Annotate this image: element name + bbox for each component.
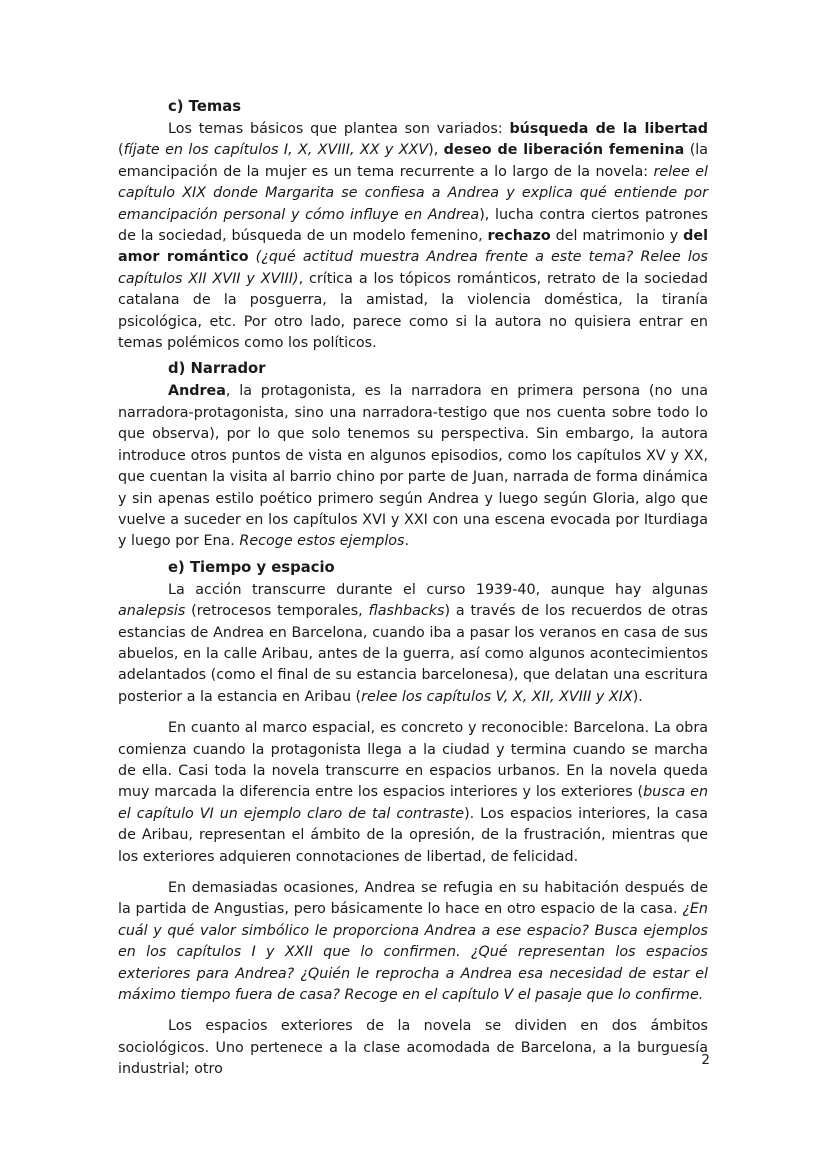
paragraph (118, 381, 708, 552)
text-run: ) a través de los recuerdos de otras estancias de Andrea en Barcelona, cuando iba a pasar los veranos en casa de sus abuelos, en la calle Aribau, antes de la guerra, así como algunos acontecimientos adelantados (como el final de su estancia barcelonesa), que delatan una escritura posterior a la estancia en Aribau ( (118, 603, 708, 705)
text-run: En demasiadas ocasiones, Andrea se refugia en su habitación después de la partida de Angustias, pero básicamente lo hace en otro espacio de la casa. (118, 880, 708, 918)
text-run: ). (632, 688, 643, 705)
document-page (118, 96, 708, 1085)
italic-text: fíjate en los capítulos I, X, XVIII, XX y XXV (123, 142, 429, 159)
text-run: , crítica a los tópicos románticos, retrato de la sociedad catalana de la posguerra, la amistad, la violencia doméstica, la tiranía psicológica, etc. Por otro lado, parece como si la autora no quisiera entrar en temas polémicos como los políticos. (118, 270, 708, 352)
section-tiempo-espacio (118, 557, 708, 1081)
text-run: En cuanto al marco espacial, es concreto y reconocible: Barcelona. La obra comienza cuando la protagonista llega a la ciudad y termina cuando se marcha de ella. Casi toda la novela transcurre en espacios urbanos. En la novela queda muy marcada la diferencia entre los espacios interiores y los exteriores ( (118, 720, 708, 801)
italic-text: analepsis (118, 603, 186, 620)
section-narrador (118, 358, 708, 552)
page-number: 2 (701, 1052, 710, 1068)
italic-text: (¿qué actitud muestra Andrea frente a este tema? Relee los capítulos XII XVII y XVIII) (118, 249, 708, 287)
italic-text: ¿En cuál y qué valor simbólico le proporciona Andrea a ese espacio? Busca ejemplos en los capítulos I y XXII que lo confirmen. ¿Qué representan los espacios exteriores para Andrea? ¿Quién le reprocha a Andrea esa necesidad de estar el máximo tiempo fuera de casa? Recoge en el capítulo V el pasaje que lo confirme. (118, 901, 708, 1004)
text-run: ). Los espacios interiores, la casa de Aribau, representan el ámbito de la opresión, de la frustración, mientras que los exteriores adquieren connotaciones de libertad, de felicidad. (118, 805, 708, 865)
italic-text: Recoge estos ejemplos (239, 533, 405, 550)
paragraph (118, 119, 708, 354)
paragraph (118, 1016, 708, 1080)
paragraph (118, 718, 708, 868)
text-run: ), lucha contra ciertos patrones de la sociedad, búsqueda de un modelo femenino, (118, 206, 709, 245)
text-run: La acción transcurre durante el curso 1939-40, aunque hay algunas (168, 581, 708, 598)
italic-text: flashbacks (368, 603, 445, 620)
section-heading: c) Temas (168, 98, 242, 115)
italic-text: relee los capítulos V, X, XII, XVIII y XIX (361, 688, 633, 705)
italic-text: busca en el capítulo VI un ejemplo claro de tal contraste (118, 784, 709, 822)
bold-text: del amor romántico (118, 228, 708, 266)
italic-text: relee el capítulo XIX donde Margarita se confiesa a Andrea y explica qué entiende por emancipación personal y cómo influye en Andrea (118, 163, 708, 223)
text-run: , la protagonista, es la narradora en primera persona (no una narradora-protagonista, sino una narradora-testigo que nos cuenta sobre todo lo que observa), por lo que solo tenemos su perspectiva. Sin embargo, la autora introduce otros puntos de vista en algunos episodios, como los capítulos XV y XX, que cuentan la visita al barrio chino por parte de Juan, narrada de forma dinámica y sin apenas estilo poético primero según Andrea y luego según Gloria, algo que vuelve a suceder en los capítulos XVI y XXI con una escena evocada por Iturdiaga y luego por Ena. (118, 383, 708, 550)
section-heading: d) Narrador (168, 360, 266, 378)
bold-text: búsqueda de la libertad (509, 121, 708, 137)
text-run: Los espacios exteriores de la novela se dividen en dos ámbitos sociológicos. Uno pertenece a la clase acomodada de Barcelona, a la burguesía industrial; otro (118, 1018, 708, 1078)
bold-text: deseo de liberación femenina (443, 142, 685, 159)
bold-text: rechazo (487, 228, 551, 245)
text-run: (la emancipación de la mujer es un tema recurrente a lo largo de la novela: (118, 142, 709, 180)
text-run: . (404, 533, 410, 550)
text-run: ), (428, 142, 444, 159)
paragraph (118, 878, 708, 1006)
text-run: (retrocesos temporales, (185, 603, 369, 620)
text-run: Los temas básicos que plantea son variados: (168, 121, 510, 137)
text-run: ( (118, 142, 124, 159)
text-run (249, 249, 256, 265)
text-run: del matrimonio y (550, 228, 684, 245)
section-temas (118, 96, 708, 354)
section-heading: e) Tiempo y espacio (168, 558, 335, 576)
bold-text: Andrea (168, 383, 226, 400)
paragraph (118, 580, 708, 708)
